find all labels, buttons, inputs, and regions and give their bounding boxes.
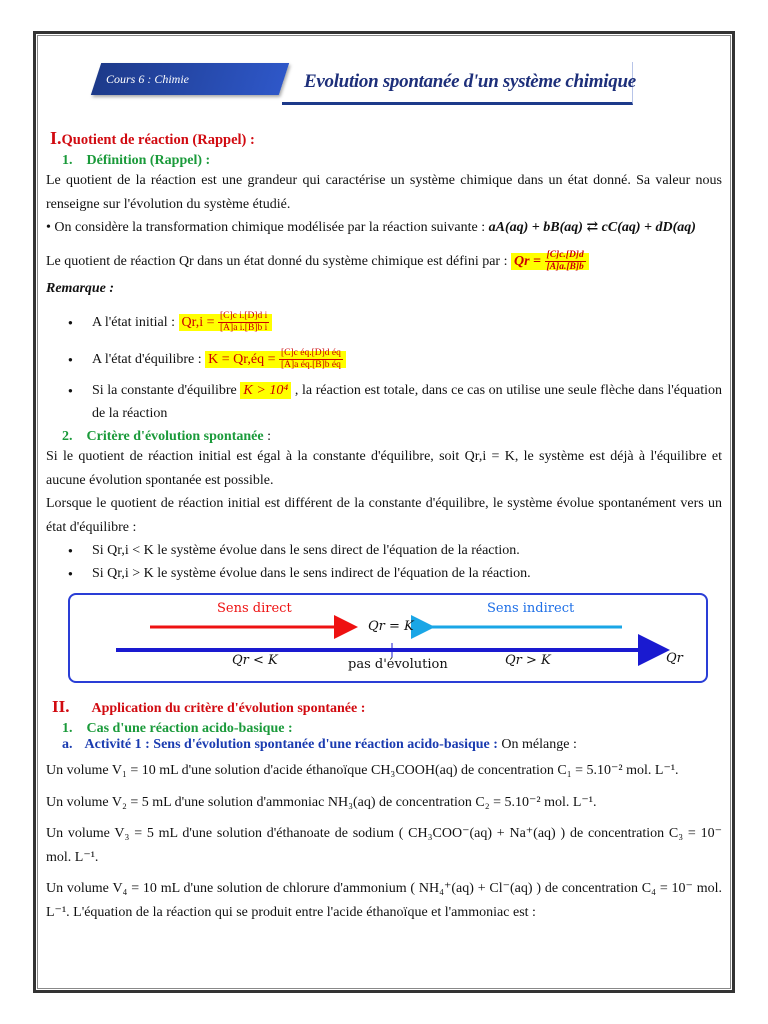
volume-3: Un volume V₃ = 5 mL d'une solution d'éthanoate de sodium ( CH₃COO⁻(aq) + Na⁺(aq) ) de concentration C₃ = 10⁻ mol. L⁻¹.	[46, 826, 722, 865]
subsection-1-heading	[62, 153, 722, 169]
subsection-2-heading	[62, 429, 722, 445]
section-1-heading	[50, 128, 722, 149]
subsection-1-number: 1.	[62, 153, 73, 168]
qr-denominator: [A]a.[B]b	[546, 261, 584, 272]
k-denominator: [A]a éq.[B]b éq	[280, 360, 341, 371]
qri-fraction	[218, 311, 269, 334]
section-1-roman: I.	[50, 128, 62, 148]
definition-paragraph: Le quotient de la réaction est une grandeur qui caractérise un système chimique dans un état donné. Sa valeur nous renseigne sur l'évolution du système étudié.	[46, 173, 722, 212]
criterion-different: Lorsque le quotient de réaction initial est différent de la constante d'équilibre, le système évolue spontanément vers un état d'équilibre :	[46, 496, 722, 535]
k-formula	[205, 348, 346, 371]
section-2-roman: II.	[52, 697, 70, 717]
activity-heading	[62, 737, 722, 753]
criterion-indirect: ● Si Qr,i > K le système évolue dans le sens indirect de l'équation de la réaction.	[46, 562, 722, 585]
volume-1: Un volume V₁ = 10 mL d'une solution d'acide éthanoïque CH₃COOH(aq) de concentration C₁ = 5.10⁻² mol. L⁻¹.	[46, 763, 679, 779]
remark-list	[46, 311, 722, 426]
section-2-heading	[52, 697, 722, 717]
qr-formula-lhs: Qr =	[513, 253, 542, 269]
remark-equilibrium	[46, 348, 722, 371]
subsection-1-title: Définition (Rappel) :	[86, 153, 211, 168]
criterion-list	[46, 539, 722, 585]
subsection-3-number: 1.	[62, 721, 73, 737]
qri-lhs: Qr,i =	[181, 314, 215, 330]
sens-direct-label: Sens direct	[217, 601, 292, 617]
section-2-title: Application du critère d'évolution spontanée :	[91, 701, 366, 717]
remark-title: Remarque :	[46, 281, 115, 296]
volume-4: Un volume V₄ = 10 mL d'une solution de chlorure d'ammonium ( NH₄⁺(aq) + Cl⁻(aq) ) de concentration C₄ = 10⁻ mol. L⁻¹. L'équation de la réaction qui se produit entre l'acide éthanoïque et l'ammoniac est :	[46, 881, 722, 920]
subsection-2-colon: :	[263, 429, 271, 445]
qr-numerator: [C]c.[D]d	[546, 249, 584, 260]
criterion-direct: ● Si Qr,i < K le système évolue dans le sens direct de l'équation de la réaction.	[46, 539, 722, 562]
criterion-equal: Si le quotient de réaction initial est égal à la constante d'équilibre, soit Qr,i = K, le système est déjà à l'équilibre et aucune évolution spontanée est possible.	[46, 449, 722, 488]
subsection-3-heading	[62, 721, 722, 737]
volume-2: Un volume V₂ = 5 mL d'une solution d'ammoniac NH₃(aq) de concentration C₂ = 5.10⁻² mol. L⁻¹.	[46, 794, 597, 810]
evolution-diagram	[68, 593, 708, 683]
activity-tail: On mélange :	[497, 737, 577, 753]
reaction-intro	[46, 216, 722, 240]
eq-label: Qr = K	[368, 619, 414, 635]
section-1-title: Quotient de réaction (Rappel) :	[61, 132, 255, 148]
remark-total	[46, 379, 722, 425]
course-tab	[91, 63, 289, 95]
subsection-2-title: Critère d'évolution spontanée	[86, 429, 264, 445]
right-region-label: Qr > K	[505, 653, 551, 669]
qri-numerator: [C]c i.[D]d i	[220, 310, 268, 321]
activity-number: a.	[62, 737, 73, 753]
page-title: Evolution spontanée d'un système chimique	[304, 71, 636, 92]
reaction-equation: aA(aq) + bB(aq) ⇄ cC(aq) + dD(aq)	[488, 220, 696, 235]
subsection-3-title: Cas d'une réaction acido-basique :	[86, 721, 293, 737]
center-label: pas d'évolution	[348, 657, 448, 673]
header-banner	[46, 40, 722, 122]
remark-initial	[46, 311, 722, 334]
reaction-intro-text: • On considère la transformation chimique modélisée par la réaction suivante :	[46, 220, 486, 235]
k-lhs: K = Qr,éq =	[208, 351, 276, 367]
qr-formula	[511, 249, 589, 272]
qr-fraction	[545, 250, 586, 273]
course-label: Cours 6 : Chimie	[106, 72, 190, 86]
k-condition: K > 10⁴	[240, 382, 291, 399]
sens-indirect-label: Sens indirect	[487, 601, 575, 617]
qri-denominator: [A]a i.[B]b i	[220, 322, 268, 333]
remark-initial-text: A l'état initial :	[92, 314, 176, 330]
axis-label: Qr	[666, 651, 683, 667]
k-numerator: [C]c éq.[D]d éq	[280, 348, 341, 359]
subsection-2-number: 2.	[62, 429, 73, 445]
activity-title: Activité 1 : Sens d'évolution spontanée d'une réaction acido-basique :	[84, 737, 498, 753]
qr-definition	[46, 250, 722, 274]
qri-formula	[179, 310, 273, 333]
remark-total-b: , la réaction est totale, dans ce cas on utilise une seule flèche dans l'équation de la réaction	[92, 383, 723, 422]
k-fraction	[279, 348, 343, 371]
remark-total-a: Si la constante d'équilibre	[92, 383, 237, 399]
qr-definition-text: Le quotient de réaction Qr dans un état donné du système chimique est défini par :	[46, 253, 508, 269]
document-page	[46, 40, 722, 924]
remark-equilibrium-text: A l'état d'équilibre :	[92, 351, 202, 367]
left-region-label: Qr < K	[232, 653, 278, 669]
